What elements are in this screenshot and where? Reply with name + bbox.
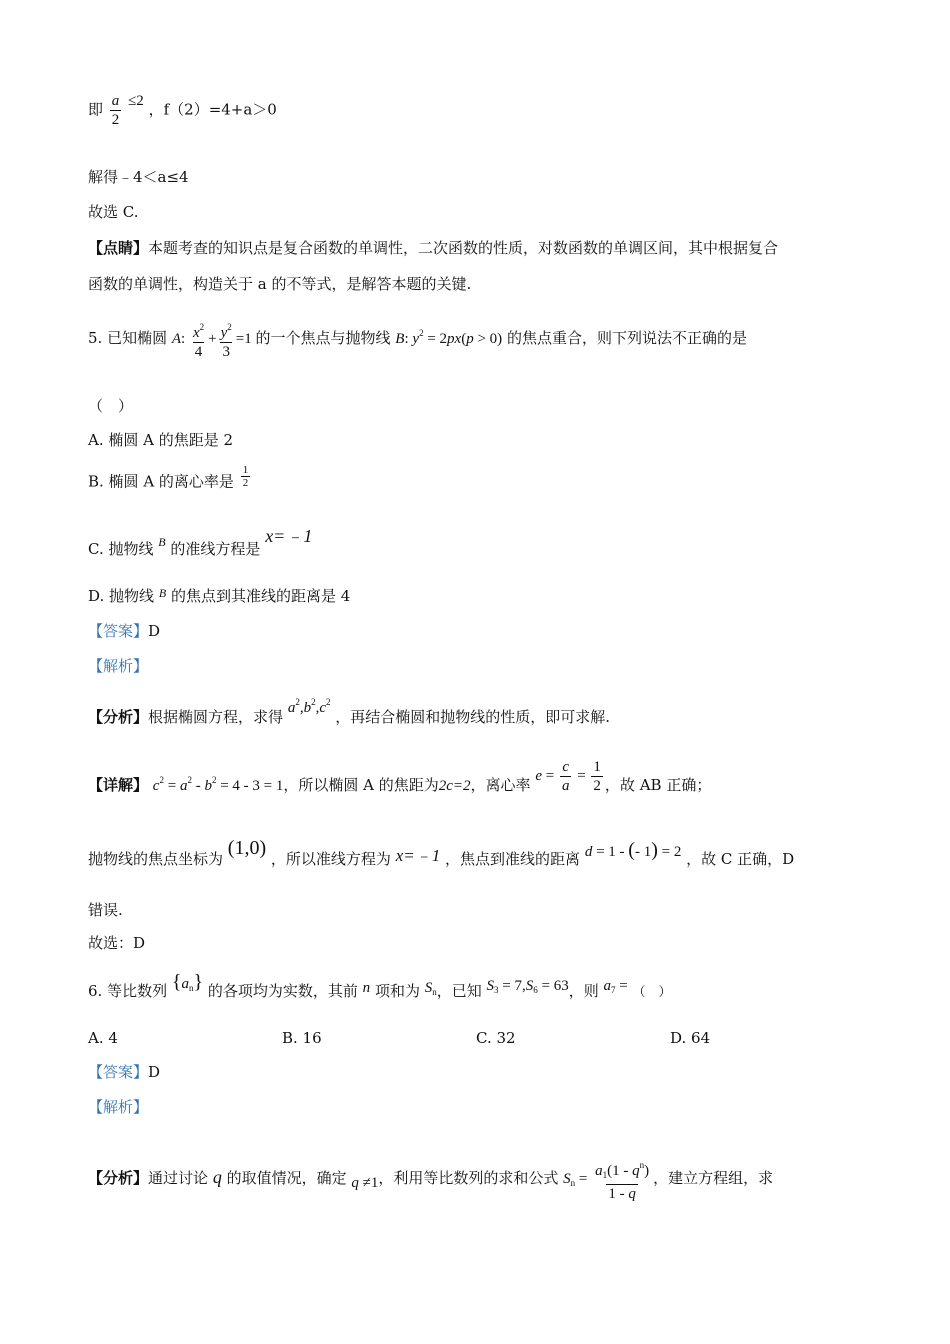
focus-point: (1,0): [227, 837, 267, 859]
text: ，再结合椭圆和抛物线的性质，即可求解.: [335, 708, 611, 726]
fraction: $\frac{x^2}{4}$: [192, 322, 205, 360]
parabola-name: B: [158, 586, 167, 600]
text-line-2: 解得﹣4＜a≤4: [88, 168, 189, 186]
text: 抛物线的焦点坐标为: [88, 850, 224, 868]
fenxi-tag: 【分析】: [88, 708, 149, 726]
directrix-equation: x=﹣1: [265, 526, 313, 546]
option-d: D. 64: [670, 1029, 711, 1047]
detail-line-1: [88, 759, 712, 805]
text: 的焦点重合，则下列说法不正确的是: [506, 328, 747, 347]
q-symbol: q: [212, 1166, 222, 1187]
text: D. 抛物线: [88, 587, 155, 605]
parabola-equation: B: $y^2 = 2px(p > 0)$: [395, 327, 503, 347]
text: 即: [88, 100, 104, 119]
sequence-symbol: $\{a_n\}$: [171, 971, 204, 993]
answer-tag: 【答案】: [88, 622, 149, 640]
parabola-name: B: [395, 330, 405, 347]
text: 的取值情况，确定: [226, 1168, 347, 1187]
q6-fenxi-line: [88, 1156, 773, 1203]
text-line-3: 故选 C.: [88, 203, 139, 221]
option-c: [88, 526, 313, 560]
given-equation: $S_3 = 7,S_6 = 63$: [486, 978, 569, 995]
analysis-tag: 【解析】: [88, 1098, 149, 1116]
text: ，建立方程组，求: [653, 1168, 774, 1187]
option-c: C. 32: [476, 1029, 516, 1047]
text: ，焦点到准线的距离: [445, 850, 581, 868]
text: 5. 已知椭圆: [88, 328, 168, 347]
parabola-name: B: [158, 535, 166, 549]
text: ，所以椭圆 A 的焦距为: [283, 775, 439, 794]
text: B. 椭圆 A 的离心率是: [88, 472, 234, 491]
answer-line: [88, 1062, 160, 1082]
text: 的各项均为实数，其前: [207, 982, 358, 1000]
answer-value: D: [148, 1063, 161, 1081]
option-a: A. 4: [88, 1029, 118, 1047]
text-line-1: [88, 92, 277, 129]
fenxi-tag: 【分析】: [88, 1168, 149, 1187]
text: ，则: [568, 982, 599, 1000]
option-d: [88, 586, 350, 607]
text: 根据椭圆方程，求得: [148, 708, 284, 726]
text: 的准线方程是: [170, 540, 261, 558]
text: 本题考查的知识点是复合函数的单调性，二次函数的性质，对数函数的单调区间，其中根据复合: [148, 239, 779, 257]
distance-equation: d = 1 - (- 1) = 2: [584, 839, 682, 861]
dianjing-tag: 【点睛】: [88, 239, 149, 257]
text: 项和为: [374, 982, 420, 1000]
question-5-stem: [88, 318, 747, 361]
text: ，利用等比数列的求和公式: [378, 1168, 559, 1187]
equation: 2c=2: [438, 777, 471, 794]
option-a: A. 椭圆 A 的焦距是 2: [88, 431, 234, 449]
denominator: 2: [111, 112, 120, 128]
text: C. 抛物线: [88, 540, 154, 558]
fenxi-line: [88, 697, 611, 728]
squares-list: $a^2,b^2,c^2$: [287, 697, 331, 716]
eccentricity-equation: e = $\frac{c}{a}$ = $\frac{1}{2}$: [535, 759, 601, 794]
numerator: a: [111, 93, 120, 109]
sn-symbol: $S_n$: [424, 980, 437, 997]
dianjing-line-2: 函数的单调性，构造关于 a 的不等式，是解答本题的关键.: [88, 275, 472, 293]
ellipse-equation: A: $\frac{x^2}{4}$ + $\frac{y^2}{3}$ =1: [172, 331, 256, 347]
option-b: B. 16: [282, 1029, 322, 1047]
relation: ≤2: [128, 92, 144, 109]
text: ，离心率: [470, 775, 531, 794]
option-b: [88, 464, 252, 495]
question-6-stem: [88, 971, 672, 1006]
final-answer: 故选：D: [88, 934, 146, 952]
dianjing-line-1: [88, 238, 778, 258]
text: ，f（2）=4+a＞0: [148, 100, 277, 119]
equation: $c^2 = a^2 - b^2 = 4 - 3 = 1$: [152, 774, 284, 794]
analysis-tag: 【解析】: [88, 657, 149, 675]
n-symbol: n: [362, 980, 371, 996]
text: ，故 C 正确，D: [686, 850, 795, 868]
detail-line-3: 错误.: [88, 901, 123, 919]
text: （ ）: [632, 985, 672, 1000]
fraction-one-half: $\frac{1}{2}$: [242, 464, 249, 489]
answer-tag: 【答案】: [88, 1063, 149, 1081]
text: 的一个焦点与抛物线: [255, 328, 391, 347]
ellipse-name: A: [171, 330, 182, 347]
detail-tag: 【详解】: [88, 775, 149, 794]
sum-formula: $S_n$ = $\frac{a_1(1 - q^n)}{1 - q}$: [563, 1160, 650, 1202]
fraction: $\frac{y^2}{3}$: [220, 322, 232, 360]
q-not-one: q ≠1: [351, 1174, 379, 1191]
text: ，已知: [436, 982, 482, 1000]
text: ，故 AB 正确；: [604, 775, 712, 794]
detail-line-2: [88, 837, 795, 870]
a7-symbol: $a_7$ =: [603, 978, 628, 995]
text: 6. 等比数列: [88, 982, 168, 1000]
question-5-paren: （ ）: [88, 397, 134, 415]
directrix-equation: x=﹣1: [395, 846, 441, 865]
text: ，所以准线方程为: [270, 850, 391, 868]
answer-value: D: [148, 622, 161, 640]
text: 的焦点到其准线的距离是 4: [170, 587, 351, 605]
text: 通过讨论: [148, 1168, 209, 1187]
answer-line: [88, 621, 160, 641]
fraction-a-over-2: [110, 92, 122, 129]
